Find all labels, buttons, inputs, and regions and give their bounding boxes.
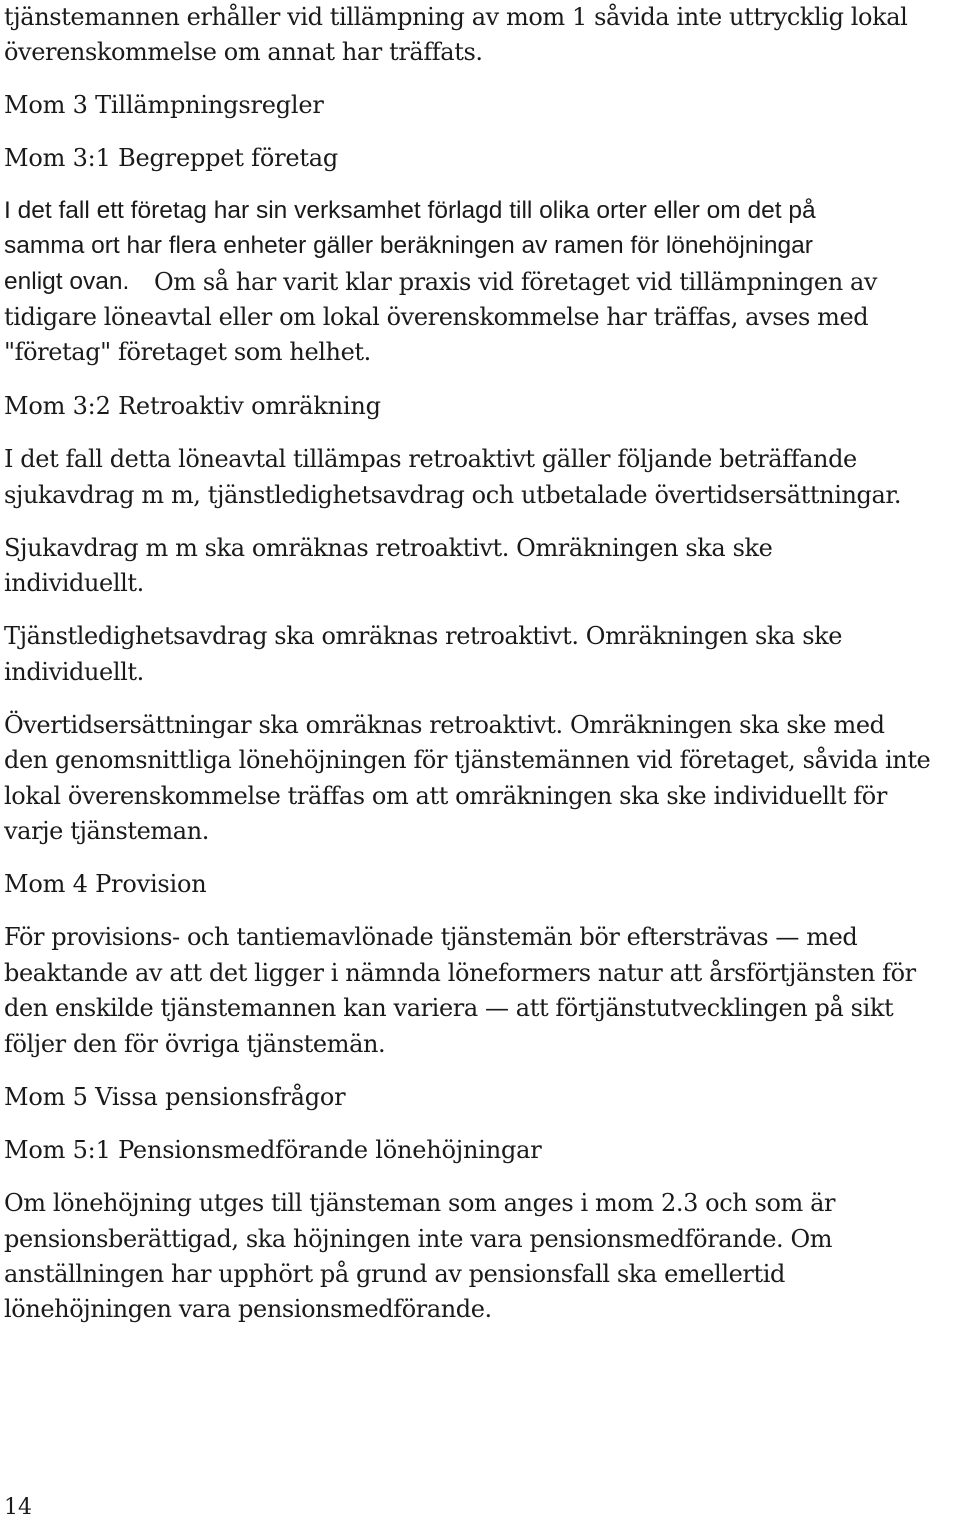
text-line: För provisions- och tantiemavlönade tjänstemän bör eftersträvas — med <box>4 923 858 951</box>
text-line: tidigare löneavtal eller om lokal överenskommelse har träffas, avses med <box>4 303 869 331</box>
text-line: Om så har varit klar praxis vid företaget vid tillämpningen av <box>154 268 878 296</box>
text-line: samma ort har flera enheter gäller beräkningen av ramen för lönehöjningar <box>4 232 813 259</box>
text-line: I det fall detta löneavtal tillämpas retroaktivt gäller följande beträffande <box>4 445 857 473</box>
text-line: Sjukavdrag m m ska omräknas retroaktivt. Omräkningen ska ske <box>4 534 773 562</box>
text-line: överenskommelse om annat har träffats. <box>4 38 483 66</box>
text-line: individuellt. <box>4 658 144 686</box>
heading-mom4: Mom 4 Provision <box>4 870 207 898</box>
text-line: "företag" företaget som helhet. <box>4 338 371 366</box>
text-line: I det fall ett företag har sin verksamhet förlagd till olika orter eller om det på <box>4 197 816 224</box>
page-number: 14 <box>4 1495 32 1520</box>
text-line: enligt ovan. <box>4 268 130 295</box>
text-line: den genomsnittliga lönehöjningen för tjänstemännen vid företaget, såvida inte <box>4 746 931 774</box>
heading-mom5-1: Mom 5:1 Pensionsmedförande lönehöjningar <box>4 1136 542 1164</box>
heading-mom3-2: Mom 3:2 Retroaktiv omräkning <box>4 392 381 420</box>
text-line: beaktande av att det ligger i nämnda löneformers natur att årsförtjänsten för <box>4 959 916 987</box>
text-line: sjukavdrag m m, tjänstledighetsavdrag och utbetalade övertidsersättningar. <box>4 481 902 509</box>
text-line: följer den för övriga tjänstemän. <box>4 1030 386 1058</box>
text-line: pensionsberättigad, ska höjningen inte vara pensionsmedförande. Om <box>4 1225 833 1253</box>
heading-mom5: Mom 5 Vissa pensionsfrågor <box>4 1083 346 1111</box>
text-line: den enskilde tjänstemannen kan variera — att förtjänstutvecklingen på sikt <box>4 994 894 1022</box>
text-line: Om lönehöjning utges till tjänsteman som anges i mom 2.3 och som är <box>4 1189 836 1217</box>
text-line: varje tjänsteman. <box>4 817 209 845</box>
text-line: individuellt. <box>4 569 144 597</box>
text-line: lokal överenskommelse träffas om att omräkningen ska ske individuellt för <box>4 782 887 810</box>
text-line: lönehöjningen vara pensionsmedförande. <box>4 1295 492 1323</box>
heading-mom3-1: Mom 3:1 Begreppet företag <box>4 144 339 172</box>
text-line: Övertidsersättningar ska omräknas retroaktivt. Omräkningen ska ske med <box>4 711 885 739</box>
text-line: anställningen har upphört på grund av pensionsfall ska emellertid <box>4 1260 785 1288</box>
text-line: Tjänstledighetsavdrag ska omräknas retroaktivt. Omräkningen ska ske <box>4 622 843 650</box>
text-line: tjänstemannen erhåller vid tillämpning av mom 1 såvida inte uttrycklig lokal <box>4 3 908 31</box>
heading-mom3: Mom 3 Tillämpningsregler <box>4 91 324 119</box>
